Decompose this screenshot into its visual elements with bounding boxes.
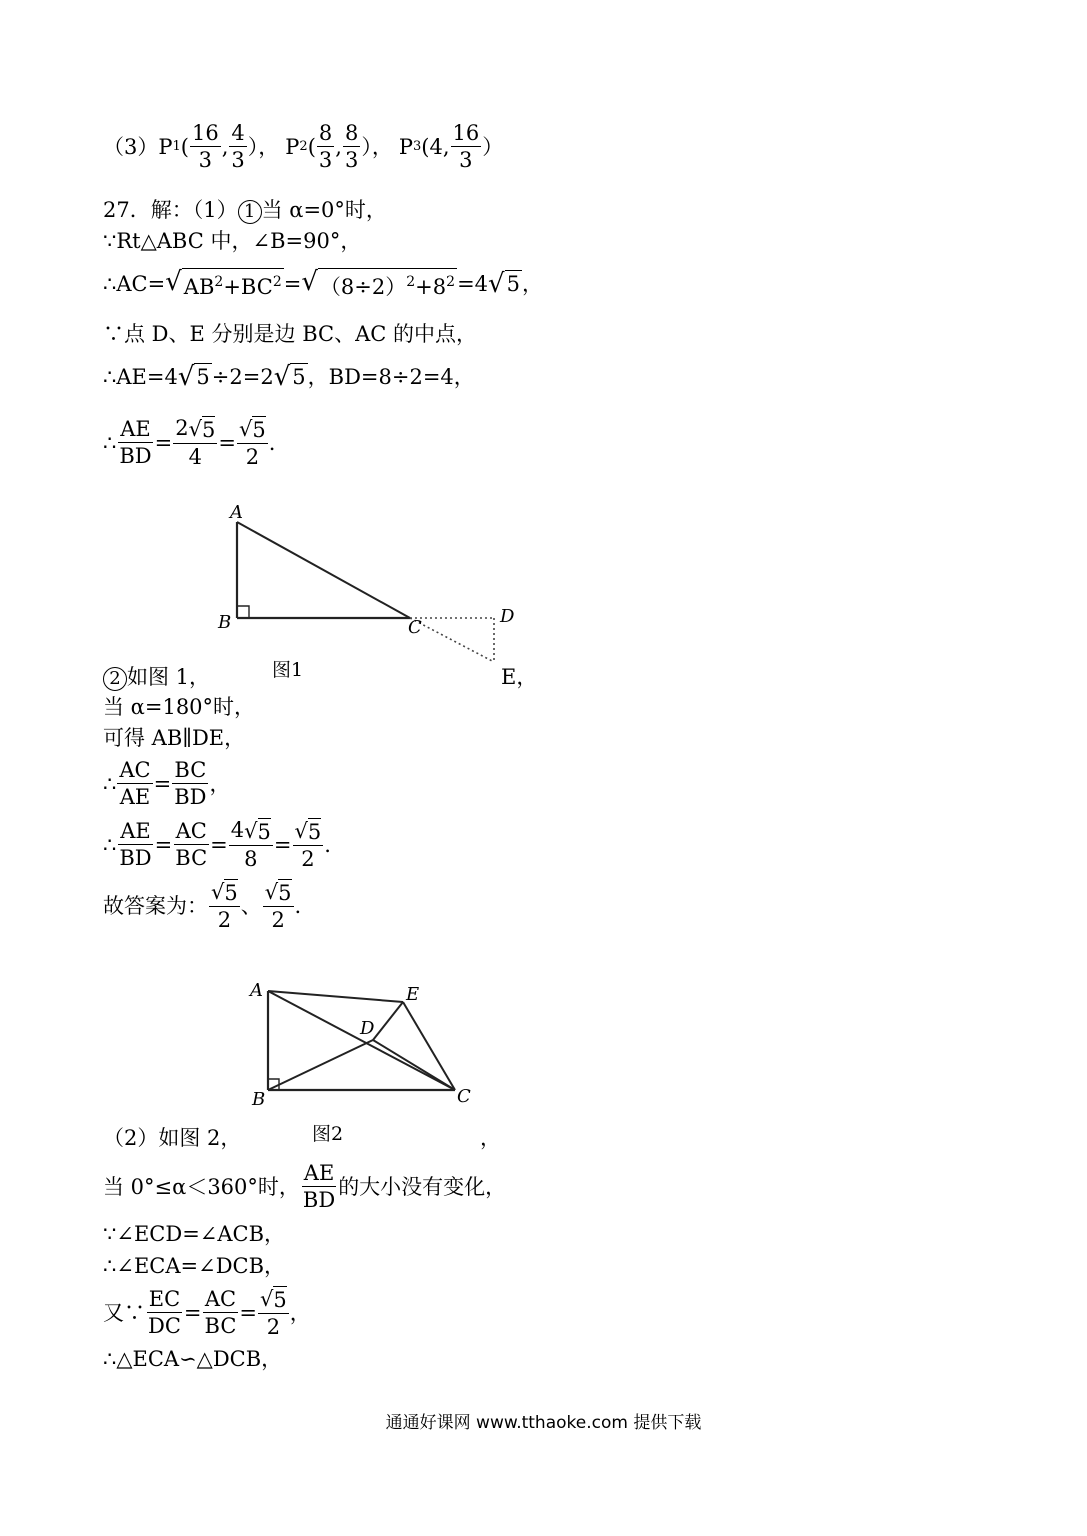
text: ∴AC=: [103, 272, 166, 296]
segment-ac: [268, 991, 455, 1090]
fraction: [146, 1286, 183, 1339]
text: 的大小没有变化，: [338, 1174, 507, 1199]
radicand: 5: [224, 881, 238, 905]
radical-sign: √: [273, 361, 291, 392]
paren: ），: [247, 134, 280, 159]
vertex-c-label: C: [457, 1086, 471, 1107]
equals: =: [210, 832, 228, 857]
denominator: DC: [148, 1314, 181, 1338]
radicand: 5: [506, 272, 520, 296]
text: +BC: [223, 275, 273, 299]
segment-dc: [373, 1040, 455, 1090]
numerator: AC: [175, 819, 207, 843]
fraction: [203, 1286, 239, 1339]
equals: =: [273, 832, 292, 857]
text: 如图 1，: [127, 665, 211, 689]
radicand: 5: [257, 820, 271, 844]
numerator: AC: [119, 758, 151, 782]
numerator: [258, 1285, 289, 1314]
equals: =: [154, 832, 173, 857]
radical-sign: √: [488, 269, 505, 299]
text-line: ∵点 D、E 分别是边 BC、AC 的中点，: [103, 322, 477, 346]
text-line: 可得 AB∥DE，: [103, 726, 246, 750]
vertex-d-label: D: [360, 1018, 375, 1039]
period: .: [324, 832, 331, 857]
therefore: ∴: [103, 832, 117, 857]
paren: (4,: [421, 134, 450, 159]
denominator: 3: [231, 148, 245, 172]
equals: =: [218, 430, 237, 455]
condition-text: 当 α=0°时，: [261, 198, 387, 222]
p2-subscript: 2: [299, 138, 308, 154]
equals: =: [183, 1300, 202, 1325]
exponent: 2: [446, 274, 456, 290]
therefore: ∴: [103, 430, 117, 455]
denominator: 4: [188, 445, 203, 469]
fraction: [258, 1285, 289, 1340]
numerator: BC: [174, 758, 207, 782]
denominator: BD: [302, 1188, 336, 1212]
text: 又∵: [103, 1300, 145, 1325]
radical-sign: √: [301, 267, 318, 297]
part2b-heading: （2）如图 2，: [103, 1126, 242, 1150]
text-line: 当 α=180°时，: [103, 695, 256, 719]
denominator: BD: [174, 785, 207, 809]
equals: =: [154, 430, 173, 455]
denominator: 2: [271, 908, 285, 932]
p3-subscript: 3: [412, 138, 422, 154]
numerator: 8: [318, 121, 333, 145]
text: +8: [415, 275, 447, 299]
text-line: ∴∠ECA=∠DCB，: [103, 1254, 286, 1278]
denominator: 2: [301, 847, 315, 871]
paren: ）: [482, 134, 504, 159]
vertex-e-label: E: [406, 984, 420, 1005]
radical-sign: √: [211, 880, 225, 904]
numerator: EC: [148, 1287, 181, 1311]
segment-bd: [268, 1040, 373, 1090]
radical-sign: √: [294, 819, 308, 843]
period: .: [268, 430, 276, 455]
text: ，BD=8÷2=4，: [307, 364, 475, 389]
numerator: 8: [344, 121, 359, 145]
equals: =: [283, 272, 302, 296]
paren: ），: [361, 134, 393, 159]
denominator: BD: [119, 444, 152, 468]
numerator: AE: [303, 1161, 335, 1185]
numerator: 16: [191, 121, 219, 145]
sqrt: [260, 1286, 287, 1313]
radical-sign: √: [165, 267, 182, 297]
denominator: 3: [318, 148, 333, 172]
radicand: 5: [278, 881, 292, 905]
paren: (: [180, 134, 189, 159]
question-number: 27．解：（1）: [103, 198, 238, 222]
p2-label: P: [285, 134, 300, 159]
text: ，: [209, 771, 231, 796]
ratio-equation: [103, 1285, 311, 1340]
text: =4: [457, 272, 489, 296]
denominator: AE: [119, 785, 151, 809]
text: 当 0°≤α＜360°时，: [103, 1174, 300, 1199]
vertex-a-label: A: [230, 502, 243, 523]
text: ，: [480, 1126, 501, 1150]
figure-1-e-label: E，: [501, 665, 538, 689]
radicand: 5: [202, 418, 216, 442]
numerator: 4: [231, 121, 245, 145]
denominator: 3: [198, 148, 213, 172]
text-line: ∵Rt△ABC 中，∠B=90°，: [103, 229, 362, 253]
text: ，: [289, 1300, 311, 1325]
vertex-b-label: B: [252, 1089, 266, 1110]
radicand: 5: [307, 820, 322, 844]
equals: =: [239, 1300, 258, 1325]
vertex-c-label: C: [408, 617, 422, 638]
denominator: BD: [119, 846, 152, 870]
segment-ae: [268, 991, 403, 1002]
radical-sign: √: [239, 417, 253, 441]
numerator: AE: [120, 819, 151, 843]
vertex-a-label: A: [250, 980, 263, 1001]
text: ÷2=2: [211, 364, 274, 389]
separator: 、: [240, 893, 262, 918]
vertex-d-label: D: [500, 606, 515, 627]
denominator: 2: [217, 908, 232, 932]
coef: 2: [175, 416, 189, 440]
radical-sign: √: [264, 880, 279, 904]
radicand: 5: [252, 418, 266, 442]
denominator: BC: [204, 1314, 237, 1338]
denominator: 3: [459, 148, 473, 172]
text: ，: [521, 272, 543, 296]
denominator: 8: [244, 847, 258, 871]
radicand: 5: [292, 364, 306, 389]
radicand: 5: [273, 1288, 287, 1312]
invariance-statement: [103, 1160, 506, 1213]
numerator: 16: [452, 121, 480, 145]
coef: 4: [230, 818, 245, 842]
segment-ed: [373, 1002, 403, 1040]
text: 故答案为：: [103, 893, 208, 918]
therefore: ∴: [103, 771, 117, 796]
footer-source: 通通好课网 www.tthaoke.com 提供下载: [385, 1413, 702, 1433]
p1-subscript: 1: [172, 138, 181, 154]
figure-2-caption: 图2: [312, 1123, 344, 1145]
radical-sign: √: [244, 819, 258, 843]
denominator: 3: [344, 148, 359, 172]
exponent: 2: [272, 274, 282, 290]
numerator: AE: [120, 417, 151, 441]
exponent: 2: [214, 274, 224, 290]
equals: =: [153, 771, 172, 796]
radicand: 5: [196, 364, 210, 389]
text: AB: [183, 275, 215, 299]
period: .: [294, 893, 302, 918]
comma: ,: [335, 134, 342, 159]
denominator: BC: [175, 846, 208, 870]
numerator: AC: [204, 1287, 237, 1311]
part3-label: （3）P: [103, 134, 173, 159]
denominator: 2: [245, 445, 260, 469]
radical-sign: √: [188, 417, 203, 441]
comma: ,: [221, 134, 229, 159]
fraction: [301, 1160, 337, 1213]
text: ∴AE=4: [103, 364, 178, 389]
text-line: ∵∠ECD=∠ACB，: [103, 1222, 286, 1246]
text-line: ∴△ECA∽△DCB，: [103, 1347, 283, 1371]
figure-1-caption: 图1: [272, 659, 304, 681]
circled-number: 2: [103, 667, 127, 691]
denominator: 2: [266, 1315, 281, 1339]
text: （8÷2）: [319, 275, 407, 299]
vertex-b-label: B: [218, 612, 232, 633]
circled-number: 1: [238, 200, 262, 224]
paren: (: [307, 134, 316, 159]
p3-label: P: [398, 134, 413, 159]
radical-sign: √: [177, 361, 195, 392]
exponent: 2: [406, 274, 416, 290]
radical-sign: √: [260, 1287, 274, 1311]
